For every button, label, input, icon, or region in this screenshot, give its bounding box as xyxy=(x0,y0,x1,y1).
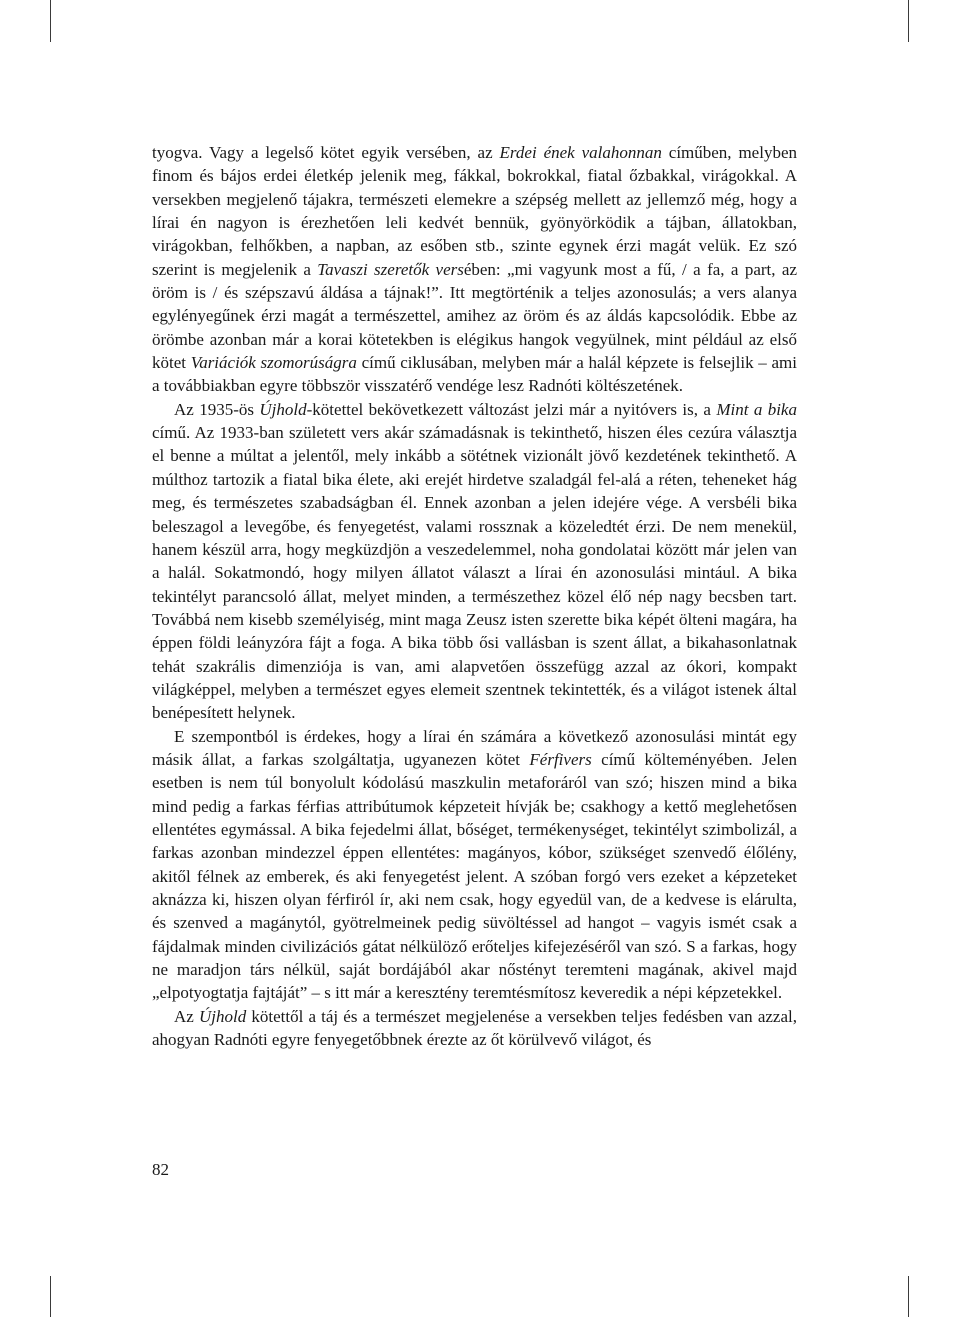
italic-title: Újhold xyxy=(259,399,307,419)
text-run: című. Az 1933-ban született vers akár számadásnak is tekinthető, hiszen éles cezúra választja el benne a múltat a jelentől, mely inkább a sötétnek vizionált jövő kezdetének tekinthető. A múlthoz tartozik a fiatal bika élete, aki erejét hirdetve szaladgál fel-alá a réten, teheneket hág meg, és természetes szabadságban él. Ennek azonban a jelen idejére vége. A versbéli bika beleszagol a levegőbe, és fenyegetést, valami rossznak a közeledtét érzi. De nem menekül, hanem készül arra, hogy megküzdjön a veszedelemmel, noha gondolatai között már jelen van a halál. Sokatmondó, hogy milyen állatot választ a lírai én azonosulási mintául. A bika tekintélyt parancsoló állat, melyet minden, a természethez közel élő nép nagy becsben tart. Továbbá nem kisebb személyiség, mint maga Zeusz isten szerette bika képét ölteni magára, ha éppen földi leányzóra fájt a foga. A bika több ősi vallásban is szent állat, a bikahasonlatnak tehát szakrális dimenziója is van, ami alapvetően összefügg azzal az ókori, kompakt világképpel, melyben a természet egyes elemeit szentnek tekintették, és a világot istenek által benépesített helynek. xyxy=(152,423,797,723)
text-run: -kötettel bekövetkezett változást jelzi már a nyitóvers is, a xyxy=(306,399,717,419)
crop-mark-bottom-right xyxy=(908,1276,909,1317)
paragraph-3 xyxy=(152,725,797,1005)
italic-title: Férfivers xyxy=(529,749,592,769)
text-run: Az 1935-ös xyxy=(174,399,260,419)
text-run: ében: „mi vagyunk most a fű, / a fa, a part, az öröm is / és szépszavú áldása a tájnak!”. Itt megtörténik a teljes azonosulás; a vers alanya egylényegűnek érzi magát a természettel, amihez az öröm és az áldás kapcsolódik. Ebbe az örömbe azonban már a korai kötetekben is elégikus hangok vegyülnek, mint például az első kötet xyxy=(152,259,797,373)
paragraph-2 xyxy=(152,398,797,725)
paragraph-4 xyxy=(152,1005,797,1052)
crop-mark-top-right xyxy=(908,0,909,42)
text-run: címűben, melyben finom és bájos erdei életkép jelenik meg, fákkal, bokrokkal, fiatal őzbakkal, virágokkal. A versekben megjelenő tájakra, természeti elemekre a szépség mellett az jellemző még, hogy a lírai én nagyon is érezhetően leli kedvét bennük, gyönyörködik a tájban, állatokban, virágokban, felhőkben, a napban, az esőben stb., szinte egynek érzi magát velük. Ez szó szerint is megjelenik a xyxy=(152,143,797,279)
crop-mark-bottom-left xyxy=(50,1276,51,1317)
crop-mark-top-left xyxy=(50,0,51,42)
text-run: tyogva. Vagy a legelső kötet egyik versében, az xyxy=(152,143,500,162)
italic-title: Újhold xyxy=(198,1006,247,1026)
text-run: E szempontból is érdekes, hogy a lírai én számára a következő azonosulási mintát egy másik állat, a farkas szolgáltatja, ugyanezen kötet xyxy=(152,726,797,769)
text-run: című költeményében. Jelen esetben is nem túl bonyolult kódolású maszkulin metaforáról van szó; hiszen mind a bika mind pedig a farkas férfias attribútumok képzeteit hívják be; csakhogy a kettő meglehetősen ellentétes egymással. A bika fejedelmi állat, bőséget, termékenységet, tekintélyt szimbolizál, a farkas azonban mindezzel éppen ellentétes: magányos, kóbor, szükséget szenvedő élőlény, akitől félnek az emberek, és aki fenyegetést jelent. A szóban forgó vers ezeket a képzeteket aknázza ki, hiszen olyan férfiról ír, aki nem csak, hogy egyedül van, de a kedvese is elárulta, és szenved a magánytól, gyötrelmeinek pedig süvöltéssel ad hangot – vagyis ismét csak a fájdalmak minden civilizációs gátat nélkülöző erőteljes kifejezéséről van szó. S a farkas, hogy ne maradjon társ nélkül, saját bordájából akar nőstényt teremteni magának, akivel majd „elpotyogtatja fajtáját” – s itt már a keresztény teremtésmítosz keveredik a népi képzetekkel. xyxy=(152,749,797,1003)
italic-title: Variációk szomorúságra xyxy=(190,353,357,373)
italic-title: Erdei ének valahonnan xyxy=(499,143,662,162)
body-text xyxy=(152,141,797,1051)
page-number: 82 xyxy=(152,1160,169,1179)
italic-title: Tavaszi szeretők vers xyxy=(317,259,464,279)
paragraph-1 xyxy=(152,141,797,398)
text-run: kötettől a táj és a természet megjelenése a versekben teljes fedésben van azzal, ahogyan Radnóti egyre fenyegetőbbnek érezte az őt körülvevő világot, és xyxy=(152,1006,797,1050)
text-run: című ciklusában, melyben már a halál képzete is felsejlik – ami a továbbiakban egyre többször visszatérő vendége lesz Radnóti költészetének. xyxy=(152,353,797,396)
text-run: Az xyxy=(174,1006,199,1026)
italic-title: Mint a bika xyxy=(716,399,797,419)
